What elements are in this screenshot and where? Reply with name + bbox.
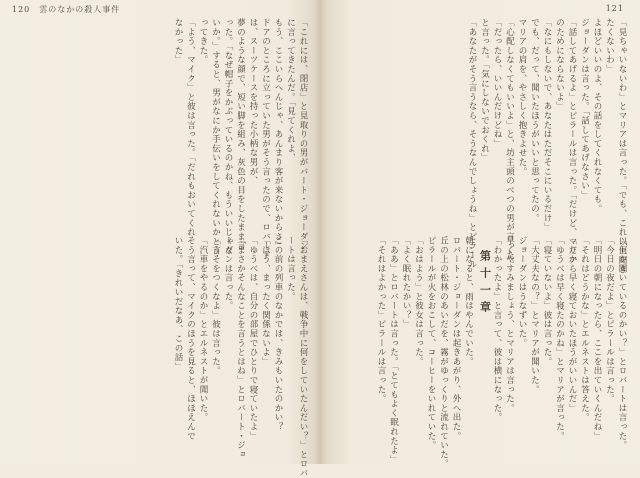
text-column: った。「なぜ帽子をかぶっているのかね、もういいじゃな xyxy=(223,18,233,256)
text-column: たくないわ」 xyxy=(604,18,615,74)
text-column: 早くやすみましょう、とマリアは言った。 xyxy=(504,236,515,413)
text-column: この前の列車のなかでは、きみもいたのかい？ xyxy=(273,236,283,432)
text-column: ートは言った。 xyxy=(285,236,296,302)
text-column: 「それはよかった」ピラールは言った。 xyxy=(376,236,386,404)
text-column: 「あなたがそう言うなら、そうなんでしょうね」とピラール xyxy=(467,18,477,270)
text-column: と言った。「気にしないでおくれ」 xyxy=(479,18,490,163)
text-column: ピラールが火をおこして、コーヒーをいれていた。 xyxy=(426,236,436,450)
text-column: 夢のような顔で、短い脚を組み、灰色の目をしたまま言 xyxy=(235,18,246,251)
text-column: に言ってきたんだ。「見てくれよ、 xyxy=(285,18,296,163)
text-column: 「だから早く寝ておいたほうがいいんだ」 xyxy=(567,236,577,413)
text-column: ジョーダンはうなずいた。 xyxy=(517,236,527,348)
text-column: ーダンは言った。 xyxy=(223,236,233,311)
text-column: ロバート・ジョーダンは起きあがり、外へ出た。 xyxy=(451,236,461,441)
right-page xyxy=(323,0,640,469)
text-column: 「おはよう」と彼女は言った。 xyxy=(413,236,424,367)
text-column: 「なにもしないで、あなたはただそこにいるだけ」 xyxy=(542,18,552,232)
text-column: は、スーツケースを持った小柄な男が、 xyxy=(248,18,258,186)
text-column: でも、だって、聞いたほうがいいと思ってたの。 xyxy=(529,18,540,223)
text-column: 「うそをつくなよ」彼は言った。 xyxy=(210,236,221,376)
chapter-heading: 第十一章 xyxy=(478,250,492,318)
text-column: 「明日の朝になったら、ここを出ていくんだね」 xyxy=(592,236,602,441)
text-column: 「ほう、まったく関係ないよ」 xyxy=(260,236,271,367)
text-column: 「よう、マイク」と彼は言った。「だれもおいてくれ xyxy=(185,18,196,237)
text-column: 「寝ていないよ」彼は言った。 xyxy=(542,236,552,367)
text-column: そう言って、マイクのほうを見ると、ほほえんで xyxy=(185,236,196,441)
text-column: 「おまえさんは、戦争中に何をしていたんだい？」とロバ xyxy=(298,236,308,478)
text-column: 「だったら、いいんだけどね」 xyxy=(492,18,502,149)
text-column: 「話してあげるよ」とピラールは言った。「だけど、マリア xyxy=(567,18,577,265)
text-column: 朝になると、雨はやんでいた。 xyxy=(463,236,474,367)
text-column: 「まさかそんなことを言うとはね」とロバート・ジョ xyxy=(235,236,246,460)
text-column: ドアのところに立っていた男がそう言ったので、ロバート xyxy=(260,18,271,260)
text-column: 「ああ」とロバートは言った。「とてもよく眠れたよ」 xyxy=(388,236,399,465)
text-column: いか。」すると、男がなにか手伝いをしてくれないかと言 xyxy=(210,18,221,256)
text-column: 「それはどうかな」とエルネストは答えた。 xyxy=(579,236,590,422)
text-column: 「今日の夜だよ」とピラールは言った。 xyxy=(604,236,615,404)
text-column: 丘の上の松林のあいだを、霧がゆっくりと流れていた。 xyxy=(438,236,449,469)
text-column: 「ゆうべは早く寝たのかね」とマリアが言った。 xyxy=(554,236,565,441)
text-column: なかった」 xyxy=(173,18,183,65)
left-top-text-block xyxy=(18,18,308,260)
left-page-header: 120 雲のなかの殺人事件 xyxy=(12,5,121,14)
text-column: 「ゆうべは、自分の部屋でひとりで寝ていたよ」 xyxy=(248,236,258,441)
text-column: ってきた。 xyxy=(198,18,208,65)
text-column: 「これには、閉店」と見取りの男がバート・ジョーダン xyxy=(298,18,308,251)
right-page-number: 121 xyxy=(605,4,624,13)
right-top-text-block xyxy=(337,18,627,275)
text-column: ジョーダンは言った。「話してあげなさい」 xyxy=(579,18,590,200)
text-column: 「見ちゃいないわ」とマリアは言った。「でも、これ以上聞き xyxy=(617,18,627,275)
text-column: もう、ここいらへんじゃ、あんまり客が来ないからさ」 xyxy=(273,18,283,251)
text-column: 「何か聞いているのかい？」とロバートは言った。 xyxy=(617,236,627,450)
left-page xyxy=(0,0,317,478)
text-column: 「汽車をやるのか」とエルネストが聞いた。 xyxy=(198,236,208,422)
text-column: いた。「きれいだなあ、この話」 xyxy=(173,236,183,372)
right-bottom-text-block xyxy=(337,236,627,469)
text-column: 「よく眠れたかい？」 xyxy=(401,236,411,329)
text-column: 「心配しなくてもいいよ」と、坊主頭のべつの男が言った。 xyxy=(504,18,515,270)
text-column: よほどいいのよ、その話をしてくれなくても。 xyxy=(592,18,602,214)
text-column: 「大丈夫なの？」とマリアが聞いた。 xyxy=(529,236,540,395)
text-column: 「わかったよ」と言って、彼は横になった。 xyxy=(492,236,502,422)
left-bottom-text-block xyxy=(18,236,308,478)
text-column: のためにならないよ」 xyxy=(554,18,565,111)
text-column: マリアの肩を、やさしく抱きよせた。 xyxy=(517,18,527,177)
